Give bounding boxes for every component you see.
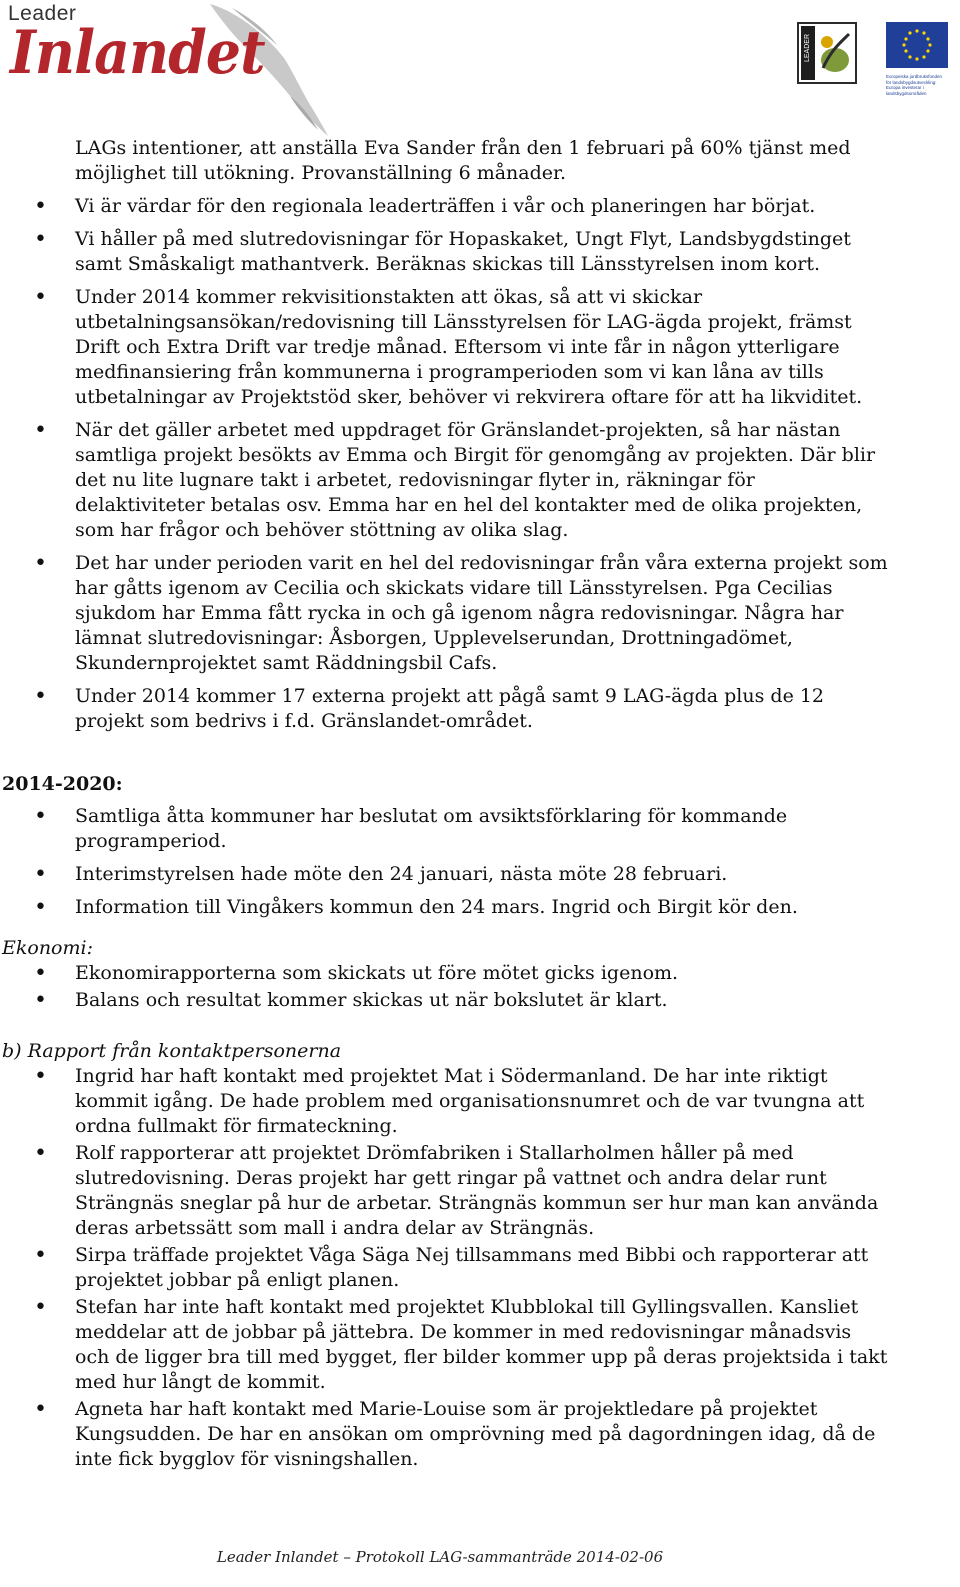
list-item: • Stefan har inte haft kontakt med projektet Klubblokal till Gyllingsvallen. Kansliet meddelar att de jobbar på jättebra. De kommer in med redovisningar månadsvis och de ligger bra till med bygget, fler bilder kommer upp på deras projektsida i takt med hur långt de kommit. bbox=[0, 1295, 890, 1395]
list-item: • Ekonomirapporterna som skickats ut före mötet gicks igenom. bbox=[0, 961, 890, 986]
section-heading-ekonomi: Ekonomi: bbox=[2, 937, 93, 959]
list-item: • Vi är värdar för den regionala leaderträffen i vår och planeringen har börjat. bbox=[0, 194, 890, 219]
leader-logo-icon bbox=[797, 22, 857, 84]
eu-caption: Europeiska jordbruksfonden för landsbygdsutveckling: Europa investerar i landsbygdsområden bbox=[886, 74, 943, 96]
list-item: • Balans och resultat kommer skickas ut när bokslutet är klart. bbox=[0, 988, 890, 1013]
list-item: • Samtliga åtta kommuner har beslutat om avsiktsförklaring för kommande programperiod. bbox=[0, 804, 890, 854]
section-heading-2014-2020: 2014-2020: bbox=[2, 773, 123, 795]
contacts-list bbox=[0, 1064, 960, 1472]
eu-flag-icon bbox=[886, 22, 948, 68]
list-item: • Information till Vingåkers kommun den 24 mars. Ingrid och Birgit kör den. bbox=[0, 895, 890, 920]
program-period-list bbox=[0, 804, 960, 920]
document-body bbox=[0, 136, 960, 1474]
list-item: • Sirpa träffade projektet Våga Säga Nej tillsammans med Bibbi och rapporterar att projektet jobbar på enligt planen. bbox=[0, 1243, 890, 1293]
svg-text:LEADER: LEADER bbox=[804, 33, 811, 62]
list-item: • Under 2014 kommer rekvisitionstakten att ökas, så att vi skickar utbetalningsansökan/redovisning till Länsstyrelsen för LAG-ägda projekt, främst Drift och Extra Drift var tredje månad. Eftersom vi inte får in någon ytterligare medfinansiering från kommunerna i programperioden som vi kan låna av tills utbetalningar av Projektstöd sker, behöver vi rekvirera oftare för att ha likviditet. bbox=[0, 285, 890, 410]
leader-inlandet-logo bbox=[2, 0, 332, 140]
list-item: • Interimstyrelsen hade möte den 24 januari, nästa möte 28 februari. bbox=[0, 862, 890, 887]
logo-small-text: Leader bbox=[8, 2, 77, 25]
page-footer: Leader Inlandet – Protokoll LAG-sammanträde 2014-02-06 bbox=[216, 1548, 664, 1566]
list-item-continued: LAGs intentioner, att anställa Eva Sander från den 1 februari på 60% tjänst med möjlighet till utökning. Provanställning 6 månader. bbox=[75, 137, 851, 184]
list-item: • Det har under perioden varit en hel del redovisningar från våra externa projekt som har gåtts igenom av Cecilia och skickats vidare till Länsstyrelsen. Pga Cecilias sjukdom har Emma fått rycka in och gå igenom några redovisningar. Några har lämnat slutredovisningar: Åsborgen, Upplevelserundan, Drottningadömet, Skundernprojektet samt Räddningsbil Cafs. bbox=[0, 551, 890, 676]
economy-list bbox=[0, 961, 960, 1013]
section-heading-contacts: b) Rapport från kontaktpersonerna bbox=[2, 1040, 342, 1062]
list-item: • Under 2014 kommer 17 externa projekt att pågå samt 9 LAG-ägda plus de 12 projekt som bedrivs i f.d. Gränslandet-området. bbox=[0, 684, 890, 734]
logo-title-text: Inlandet bbox=[10, 18, 265, 88]
list-item: • Vi håller på med slutredovisningar för Hopaskaket, Ungt Flyt, Landsbygdstinget samt Småskaligt mathantverk. Beräknas skickas till Länsstyrelsen inom kort. bbox=[0, 227, 890, 277]
status-list bbox=[0, 136, 960, 734]
list-item: • När det gäller arbetet med uppdraget för Gränslandet-projekten, så har nästan samtliga projekt besökts av Emma och Birgit för genomgång av projekten. Där blir det nu lite lugnare takt i arbetet, redovisningar flyter in, räkningar för delaktiviteter betalas osv. Emma har en hel del kontakter med de olika projekten, som har frågor och behöver stöttning av olika slag. bbox=[0, 418, 890, 543]
eu-logo bbox=[886, 22, 948, 96]
list-item: • Rolf rapporterar att projektet Drömfabriken i Stallarholmen håller på med slutredovisning. Deras projekt har gett ringar på vattnet och andra delar runt Strängnäs sneglar på hur de arbetar. Strängnäs kommun ser hur man kan använda deras arbetssätt som mall i andra delar av Strängnäs. bbox=[0, 1141, 890, 1241]
list-item: • Ingrid har haft kontakt med projektet Mat i Södermanland. De har inte riktigt kommit igång. De hade problem med organisationsnumret och de var tvungna att ordna fullmakt för firmateckning. bbox=[0, 1064, 890, 1139]
list-item: • Agneta har haft kontakt med Marie-Louise som är projektledare på projektet Kungsudden. De har en ansökan om omprövning med på dagordningen idag, då de inte fick bygglov för visningshallen. bbox=[0, 1397, 890, 1472]
